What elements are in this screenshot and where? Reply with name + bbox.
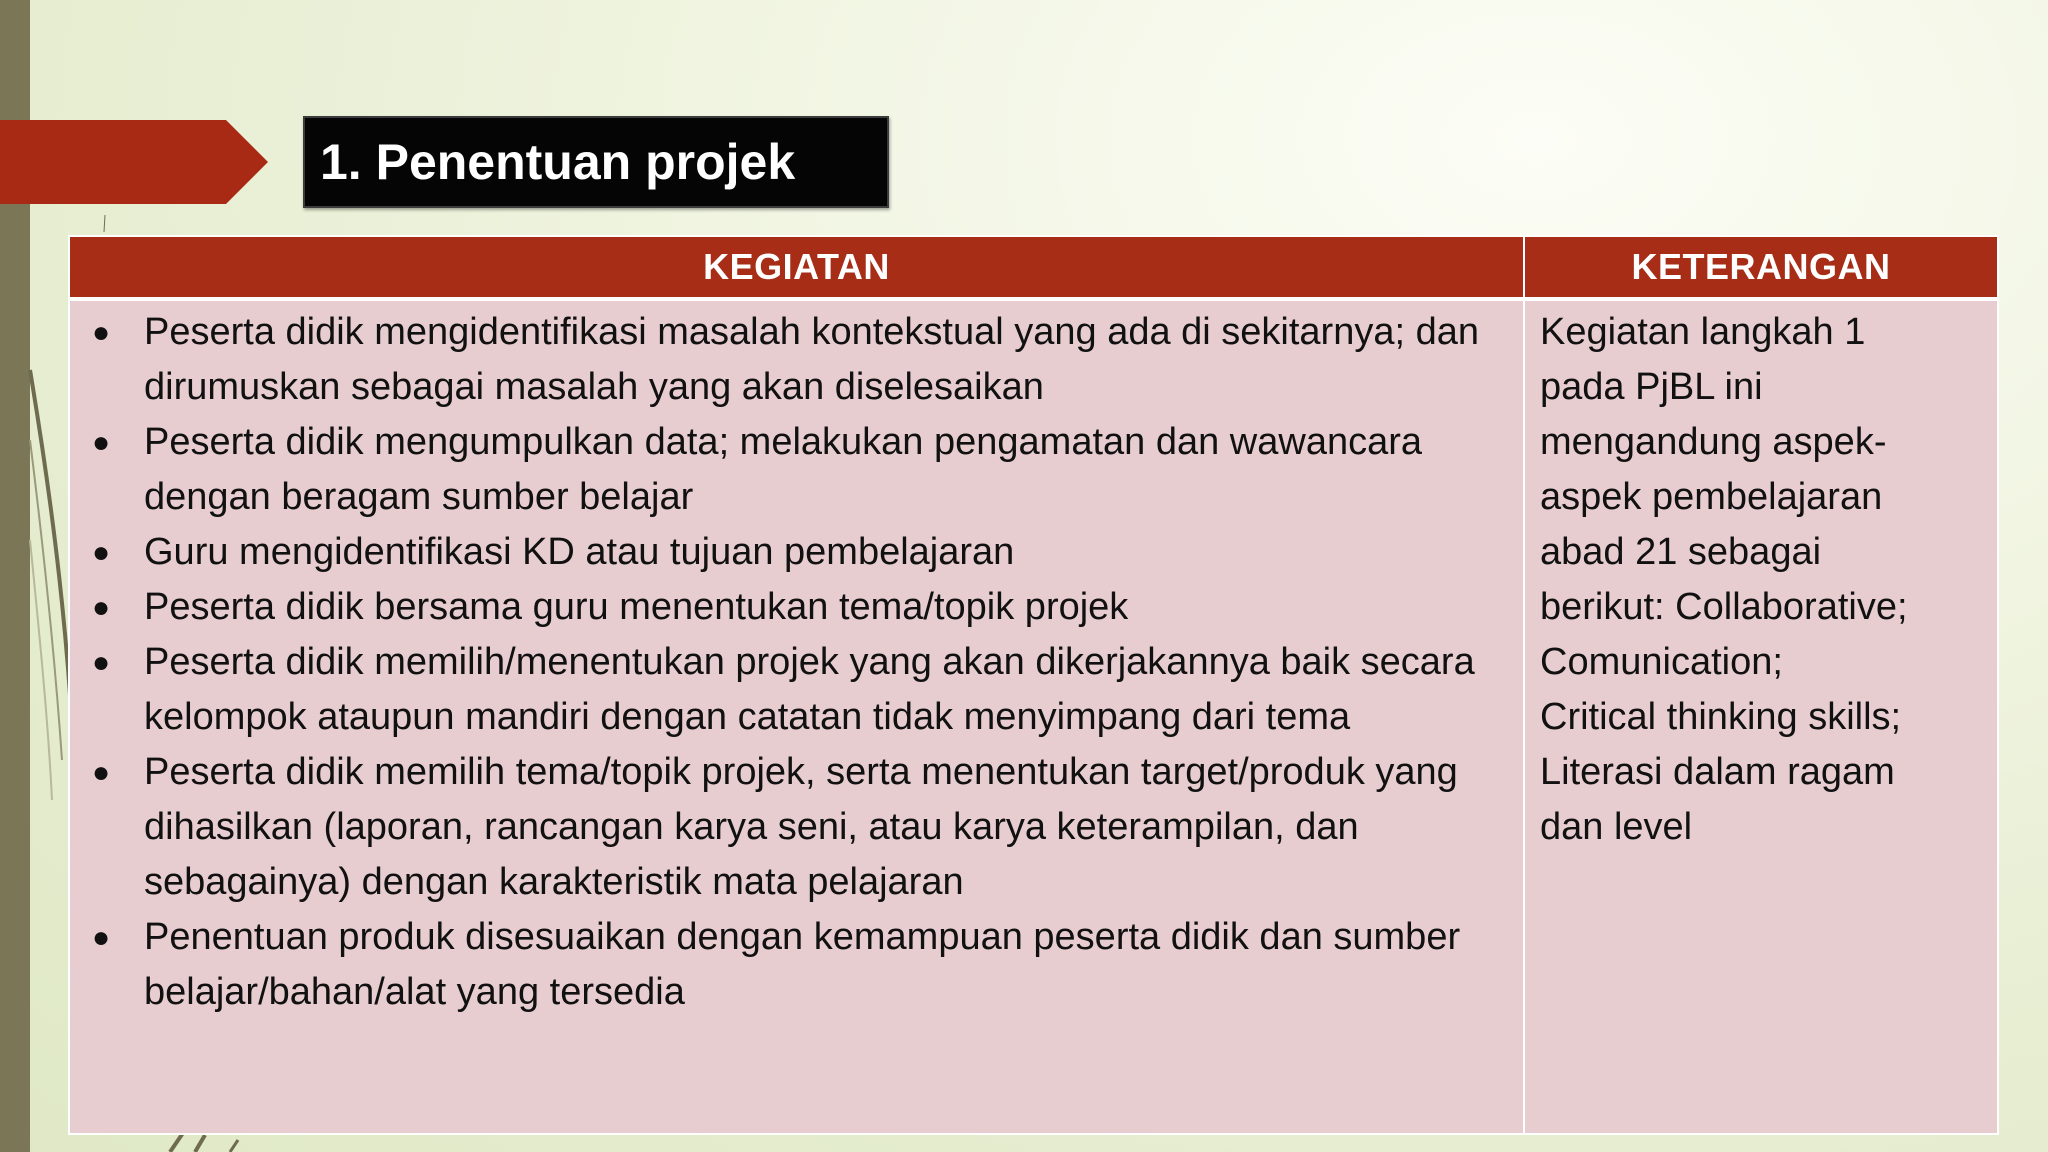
header-keterangan: KETERANGAN (1524, 236, 1998, 299)
keterangan-line: mengandung aspek- (1540, 421, 1887, 463)
list-item-text: Peserta didik memilih tema/topik projek, serta menentukan target/produk yang dihasilkan (laporan, rancangan karya seni, atau karya keterampilan, dan sebagainya) dengan karakteristik mata pelajaran (144, 751, 1458, 903)
list-item-text: Guru mengidentifikasi KD atau tujuan pembelajaran (144, 531, 1015, 573)
bullet-icon: ● (92, 646, 111, 679)
bullet-icon: ● (92, 316, 111, 349)
keterangan-text (1525, 305, 1997, 855)
list-item-text: Peserta didik mengumpulkan data; melakukan pengamatan dan wawancara dengan beragam sumber belajar (144, 421, 1423, 518)
page-title: 1. Penentuan projek (320, 134, 796, 190)
keterangan-line: pada PjBL ini (1540, 366, 1763, 408)
list-item-text: Peserta didik memilih/menentukan projek yang akan dikerjakannya baik secara kelompok ataupun mandiri dengan catatan tidak menyimpang dari tema (144, 641, 1475, 738)
bullet-icon: ● (92, 536, 111, 569)
list-item (70, 745, 1523, 910)
title-box (303, 116, 889, 208)
list-item (70, 305, 1523, 415)
keterangan-line: Critical thinking skills; (1540, 696, 1902, 738)
bullet-icon: ● (92, 591, 111, 624)
keterangan-cell (1524, 299, 1998, 1134)
table-row (69, 299, 1998, 1134)
keterangan-line: Literasi dalam ragam (1540, 751, 1895, 793)
list-item (70, 580, 1523, 635)
activity-table (68, 235, 1999, 1135)
header-kegiatan: KEGIATAN (69, 236, 1524, 299)
kegiatan-cell (69, 299, 1524, 1134)
keterangan-line: Comunication; (1540, 641, 1783, 683)
bullet-icon: ● (92, 756, 111, 789)
list-item (70, 415, 1523, 525)
keterangan-line: dan level (1540, 806, 1693, 848)
bullet-icon: ● (92, 426, 111, 459)
table-header-row (69, 236, 1998, 299)
list-item-text: Peserta didik mengidentifikasi masalah kontekstual yang ada di sekitarnya; dan dirumuskan sebagai masalah yang akan diselesaikan (144, 311, 1479, 408)
title-arrow-shape (0, 120, 268, 204)
list-item (70, 910, 1523, 1020)
kegiatan-list (70, 305, 1523, 1020)
keterangan-line: berikut: Collaborative; (1540, 586, 1908, 628)
list-item (70, 635, 1523, 745)
list-item-text: Peserta didik bersama guru menentukan tema/topik projek (144, 586, 1129, 628)
bullet-icon: ● (92, 921, 111, 954)
keterangan-line: abad 21 sebagai (1540, 531, 1822, 573)
list-item-text: Penentuan produk disesuaikan dengan kemampuan peserta didik dan sumber belajar/bahan/alat yang tersedia (144, 916, 1461, 1013)
keterangan-line: Kegiatan langkah 1 (1540, 311, 1866, 353)
keterangan-line: aspek pembelajaran (1540, 476, 1883, 518)
list-item (70, 525, 1523, 580)
